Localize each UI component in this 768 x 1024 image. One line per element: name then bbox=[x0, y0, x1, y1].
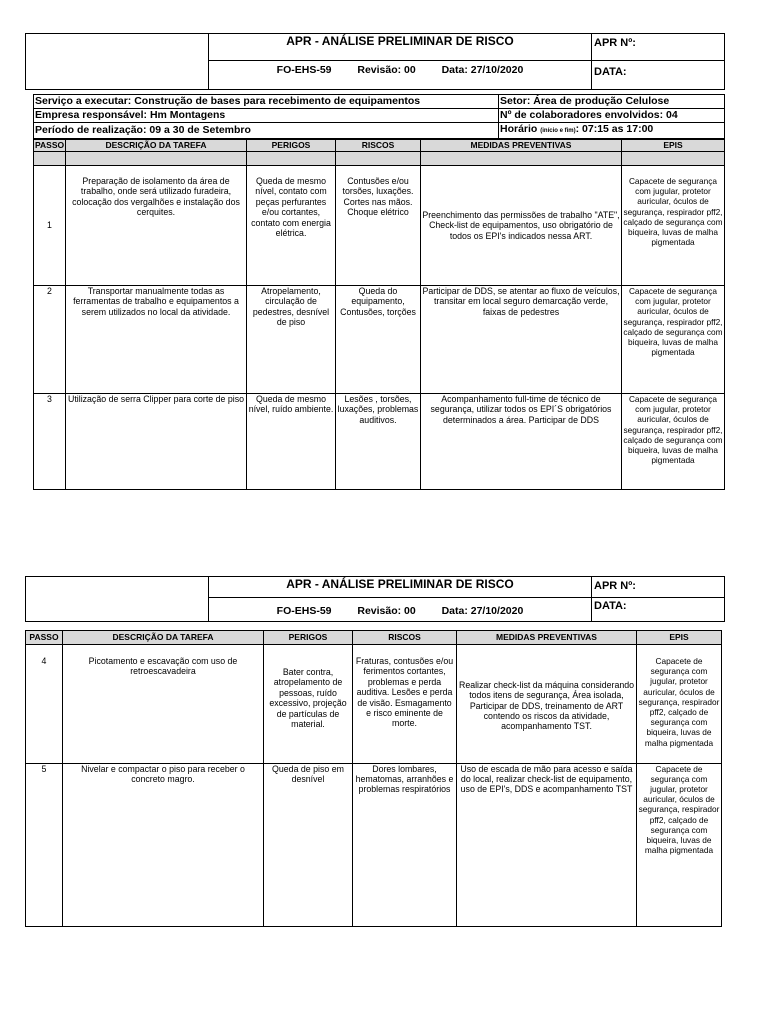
horario bbox=[499, 123, 725, 139]
col-medidas: MEDIDAS PREVENTIVAS bbox=[457, 631, 637, 645]
step-risks: Lesões , torsões, luxações, problemas auditivos. bbox=[336, 394, 421, 490]
col-passo: PASSO bbox=[35, 140, 65, 150]
form-revision: Revisão: 00 bbox=[357, 605, 416, 617]
step-description: Utilização de serra Clipper para corte de piso bbox=[66, 394, 247, 490]
numero-colaboradores: Nº de colaboradores envolvidos: 04 bbox=[499, 109, 725, 123]
form-code: FO-EHS-59 bbox=[276, 64, 332, 76]
form-meta bbox=[209, 598, 592, 622]
gray-spacer-row bbox=[34, 152, 725, 166]
servico-executar: Serviço a executar: Construção de bases para recebimento de equipamentos bbox=[34, 95, 499, 109]
col-descricao: DESCRIÇÃO DA TAREFA bbox=[63, 631, 264, 645]
form-revision: Revisão: 00 bbox=[357, 64, 416, 76]
step-risks: Dores lombares, hematomas, arranhões e problemas respiratórios bbox=[353, 763, 457, 926]
table-row bbox=[34, 394, 725, 490]
form-date: Data: 27/10/2020 bbox=[441, 605, 524, 617]
apr-header-2 bbox=[25, 576, 725, 622]
step-ppe: Capacete de segurança com jugular, protetor auricular, óculos de segurança, respirador pff2, calçado de segurança com biqueira, luvas de malha pigmentada bbox=[637, 649, 722, 763]
periodo-realizacao: Período de realização: 09 a 30 de Setembro bbox=[34, 123, 499, 139]
table-row bbox=[26, 763, 722, 926]
table-row bbox=[34, 166, 725, 286]
step-number: 2 bbox=[34, 286, 66, 394]
apr-steps-table-1 bbox=[33, 139, 725, 490]
form-date: Data: 27/10/2020 bbox=[441, 64, 524, 76]
step-description: Nivelar e compactar o piso para receber o concreto magro. bbox=[63, 763, 264, 926]
col-epis: EPIS bbox=[637, 631, 722, 645]
step-measures: Participar de DDS, se atentar ao fluxo de veículos, transitar em local seguro demarcação verde, faixas de pedestres bbox=[421, 286, 622, 394]
step-hazards: Queda de piso em desnível bbox=[264, 763, 353, 926]
horario-small: (início e fim) bbox=[540, 128, 576, 134]
col-medidas: MEDIDAS PREVENTIVAS bbox=[421, 140, 622, 152]
apr-number-label: APR Nº: bbox=[592, 577, 725, 598]
apr-number-label: APR Nº: bbox=[592, 34, 725, 61]
step-hazards: Queda de mesmo nível, ruído ambiente. bbox=[247, 394, 336, 490]
horario-value: : 07:15 as 17:00 bbox=[575, 123, 654, 135]
step-ppe: Capacete de segurança com jugular, protetor auricular, óculos de segurança, respirador pff2, calçado de segurança com biqueira, luvas de malha pigmentada bbox=[622, 394, 725, 490]
apr-info-1 bbox=[33, 94, 725, 139]
table-row bbox=[34, 286, 725, 394]
step-number: 4 bbox=[26, 649, 63, 763]
step-ppe: Capacete de segurança com jugular, protetor auricular, óculos de segurança, respirador pff2, calçado de segurança com biqueira, luvas de malha pigmentada bbox=[637, 763, 722, 926]
form-title: APR - ANÁLISE PRELIMINAR DE RISCO bbox=[209, 34, 592, 61]
col-descricao: DESCRIÇÃO DA TAREFA bbox=[66, 140, 247, 152]
table-row bbox=[26, 649, 722, 763]
data-label: DATA: bbox=[592, 61, 725, 90]
step-number: 1 bbox=[34, 166, 66, 286]
setor: Setor: Área de produção Celulose bbox=[499, 95, 725, 109]
col-perigos: PERIGOS bbox=[247, 140, 336, 152]
step-description: Picotamento e escavação com uso de retroescavadeira bbox=[63, 649, 264, 763]
data-label: DATA: bbox=[592, 598, 725, 622]
step-description: Preparação de isolamento da área de trabalho, onde será utilizado furadeira, colocação dos vergalhões e instalação dos cerquites. bbox=[66, 166, 247, 286]
step-measures: Preenchimento das permissões de trabalho "ATE", Check-list de equipamentos, uso obrigatório de todos os EPI's indicados nessa ART. bbox=[421, 166, 622, 286]
step-number: 5 bbox=[26, 763, 63, 926]
col-perigos: PERIGOS bbox=[264, 631, 353, 645]
form-meta bbox=[209, 61, 592, 90]
step-risks: Queda do equipamento, Contusões, torções bbox=[336, 286, 421, 394]
step-number: 3 bbox=[34, 394, 66, 490]
col-epis: EPIS bbox=[622, 140, 725, 152]
col-passo: PASSO bbox=[26, 631, 63, 645]
step-risks: Contusões e/ou torsões, luxações. Cortes nas mãos. Choque elétrico bbox=[336, 166, 421, 286]
apr-steps-table-2 bbox=[25, 630, 722, 927]
step-description: Transportar manualmente todas as ferramentas de trabalho e equipamentos a serem utilizados no local da atividade. bbox=[66, 286, 247, 394]
col-riscos: RISCOS bbox=[353, 631, 457, 645]
empresa-responsavel: Empresa responsável: Hm Montagens bbox=[34, 109, 499, 123]
step-hazards: Bater contra, atropelamento de pessoas, ruído excessivo, projeção de partículas de material. bbox=[264, 649, 353, 763]
step-hazards: Atropelamento, circulação de pedestres, desnível de piso bbox=[247, 286, 336, 394]
form-code: FO-EHS-59 bbox=[276, 605, 332, 617]
form-title: APR - ANÁLISE PRELIMINAR DE RISCO bbox=[209, 577, 592, 598]
step-measures: Acompanhamento full-time de técnico de segurança, utilizar todos os EPI´S obrigatórios determinados a área. Participar de DDS bbox=[421, 394, 622, 490]
step-ppe: Capacete de segurança com jugular, protetor auricular, óculos de segurança, respirador pff2, calçado de segurança com biqueira, luvas de malha pigmentada bbox=[622, 286, 725, 394]
step-risks: Fraturas, contusões e/ou ferimentos cortantes, problemas e perda auditiva. Lesões e perda de visão. Esmagamento e risco eminente de morte. bbox=[353, 649, 457, 763]
step-measures: Uso de escada de mão para acesso e saída do local, realizar check-list de equipamento, uso de EPI's, DDS e acompanhamento TST bbox=[457, 763, 637, 926]
step-hazards: Queda de mesmo nível, contato com peças perfurantes e/ou cortantes, contato com energia elétrica. bbox=[247, 166, 336, 286]
step-measures: Realizar check-list da máquina considerando todos itens de segurança, Área isolada, Participar de DDS, treinamento de ART contendo os riscos da atividade, acompanhamento TST. bbox=[457, 649, 637, 763]
apr-header-1 bbox=[25, 33, 725, 90]
horario-label: Horário bbox=[500, 123, 538, 135]
logo-cell bbox=[26, 34, 209, 90]
col-riscos: RISCOS bbox=[336, 140, 421, 152]
step-ppe: Capacete de segurança com jugular, protetor auricular, óculos de segurança, respirador pff2, calçado de segurança com biqueira, luvas de malha pigmentada bbox=[622, 166, 725, 286]
logo-cell bbox=[26, 577, 209, 622]
